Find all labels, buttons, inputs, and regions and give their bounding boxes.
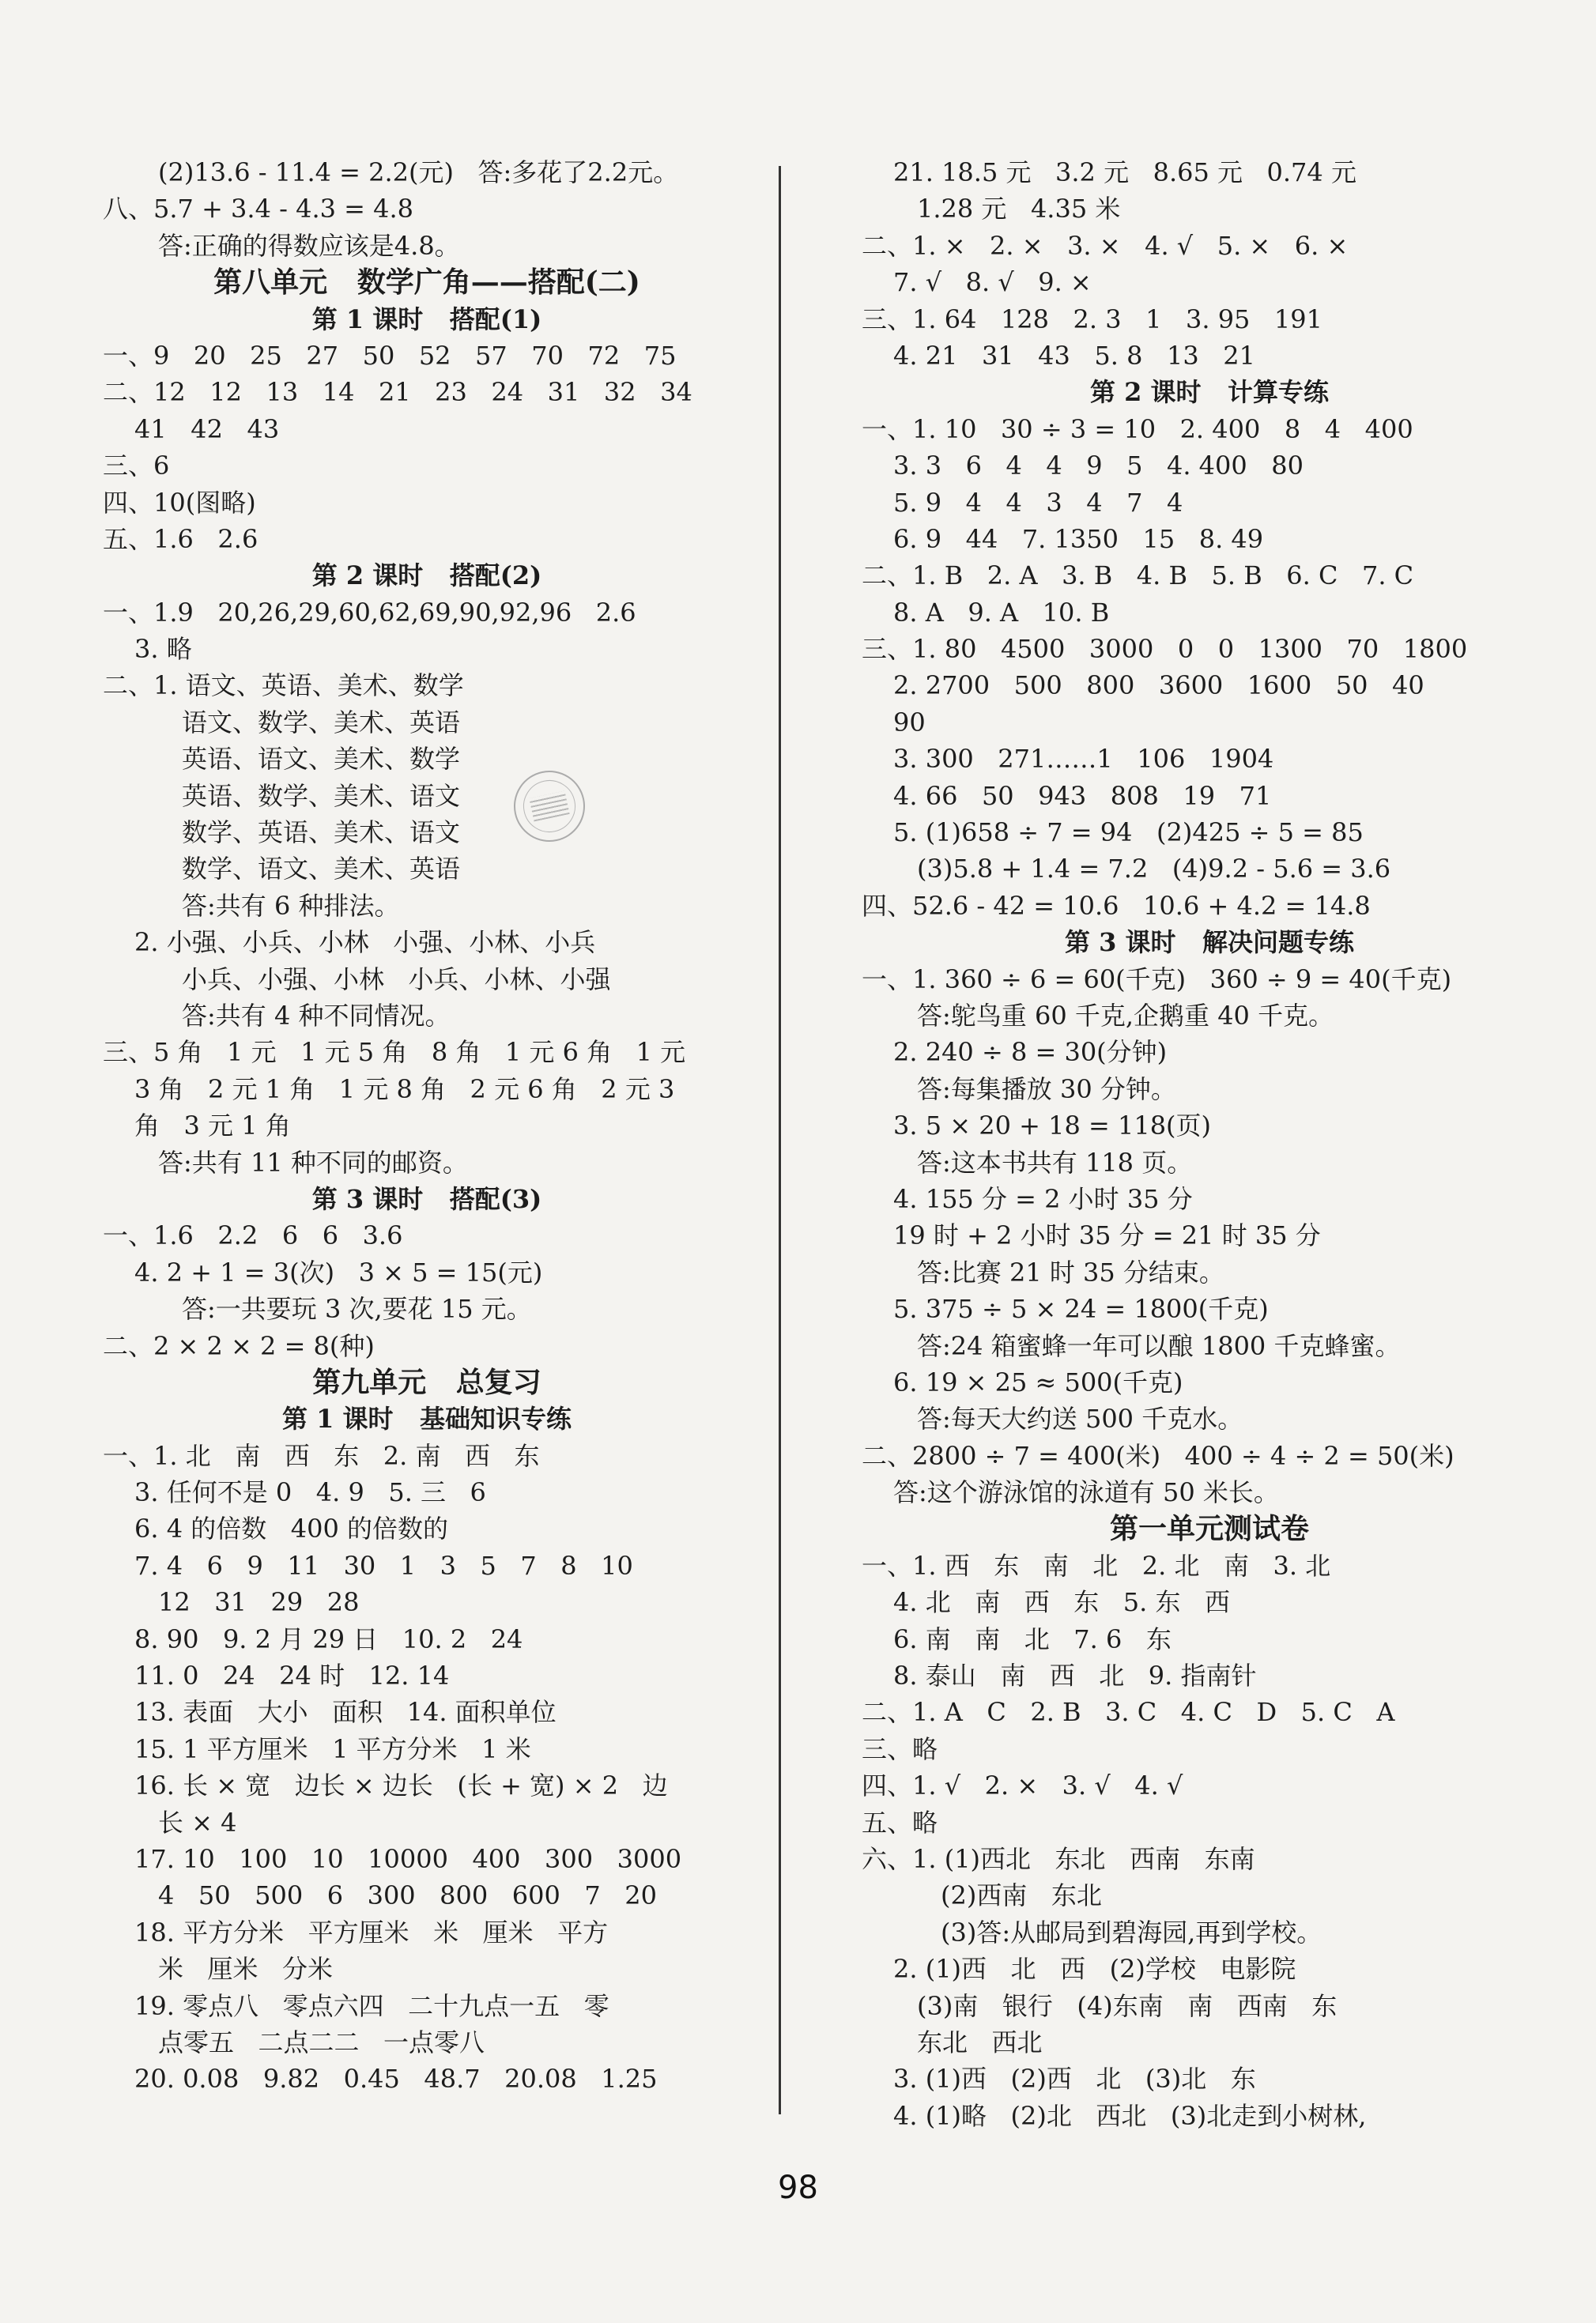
answer-line: 一、1. 360 ÷ 6 = 60(千克) 360 ÷ 9 = 40(千克) [862, 964, 1452, 994]
answer-line: 7. √ 8. √ 9. × [893, 267, 1092, 298]
left-column [103, 154, 751, 2098]
section-heading: 第一单元测试卷 [1109, 1512, 1309, 1546]
answer-line: 3. 任何不是 0 4. 9 5. 三 6 [134, 1477, 486, 1508]
answer-line: 1.28 元 4.35 米 [917, 194, 1121, 224]
answer-line: 答:正确的得数应该是4.8。 [158, 230, 460, 261]
section-heading: 第八单元 数学广角——搭配(二) [213, 266, 640, 300]
answer-line: 答:共有 11 种不同的邮资。 [158, 1147, 468, 1178]
answer-line: 二、2 × 2 × 2 = 8(种) [103, 1330, 375, 1361]
answer-line: 7. 4 6 9 11 30 1 3 5 7 8 10 [134, 1550, 633, 1581]
answer-line: 21. 18.5 元 3.2 元 8.65 元 0.74 元 [893, 157, 1356, 187]
answer-line: 三、6 [103, 451, 170, 481]
answer-line: 答:这个游泳馆的泳道有 50 米长。 [893, 1477, 1279, 1508]
answer-line: 二、1. B 2. A 3. B 4. B 5. B 6. C 7. C [862, 560, 1414, 591]
answer-line: 点零五 二点二二 一点零八 [158, 2027, 485, 2057]
answer-line: 长 × 4 [158, 1807, 237, 1838]
answer-line: 二、1. 语文、英语、美术、数学 [103, 670, 464, 701]
answer-line: 三、1. 80 4500 3000 0 0 1300 70 1800 [862, 634, 1468, 665]
answer-line: 19 时 + 2 小时 35 分 = 21 时 35 分 [893, 1220, 1321, 1251]
answer-line: 语文、数学、美术、英语 [182, 707, 461, 737]
answer-line: 四、10(图略) [103, 487, 256, 518]
section-heading: 第 2 课时 计算专练 [1090, 377, 1329, 408]
answer-line: 4. 北 南 西 东 5. 东 西 [893, 1587, 1230, 1618]
answer-line: 英语、数学、美术、语文 [182, 780, 461, 811]
answer-line: 东北 西北 [917, 2027, 1043, 2057]
answer-line: 一、1. 北 南 西 东 2. 南 西 东 [103, 1440, 540, 1471]
answer-line: 3. 3 6 4 4 9 5 4. 400 80 [893, 451, 1304, 481]
answer-line: (3)答:从邮局到碧海园,再到学校。 [941, 1917, 1322, 1948]
answer-line: 90 [893, 707, 926, 737]
answer-line: 答:24 箱蜜蜂一年可以酿 1800 千克蜂蜜。 [917, 1330, 1401, 1361]
right-column [862, 154, 1557, 2134]
section-heading: 第 1 课时 搭配(1) [311, 304, 542, 334]
answer-line: 一、1. 10 30 ÷ 3 = 10 2. 400 8 4 400 [862, 413, 1413, 444]
answer-line: 答:一共要玩 3 次,要花 15 元。 [182, 1294, 532, 1325]
answer-line: 二、1. × 2. × 3. × 4. √ 5. × 6. × [862, 230, 1349, 261]
answer-line: 4. 155 分 = 2 小时 35 分 [893, 1183, 1193, 1214]
answer-line: 17. 10 100 10 10000 400 300 3000 [134, 1843, 682, 1874]
answer-line: 12 31 29 28 [158, 1587, 360, 1618]
answer-line: 八、5.7 + 3.4 - 4.3 = 4.8 [103, 194, 414, 224]
answer-line: 5. 9 4 4 3 4 7 4 [893, 487, 1183, 518]
answer-line: 六、1. (1)西北 东北 西南 东南 [862, 1843, 1255, 1874]
section-heading: 第 3 课时 搭配(3) [311, 1183, 542, 1214]
answer-line: 米 厘米 分米 [158, 1954, 334, 1985]
answer-line: 5. (1)658 ÷ 7 = 94 (2)425 ÷ 5 = 85 [893, 817, 1364, 848]
answer-line: 41 42 43 [134, 413, 280, 444]
page-number: 98 [778, 2170, 818, 2206]
answer-line: 二、1. A C 2. B 3. C 4. C D 5. C A [862, 1697, 1395, 1728]
answer-line: 答:每天大约送 500 千克水。 [917, 1404, 1243, 1435]
answer-line: 一、1. 西 东 南 北 2. 北 南 3. 北 [862, 1550, 1331, 1581]
answer-line: (2)西南 东北 [941, 1880, 1102, 1911]
answer-line: 5. 375 ÷ 5 × 24 = 1800(千克) [893, 1294, 1269, 1325]
answer-line: 3. (1)西 (2)西 北 (3)北 东 [893, 2064, 1256, 2095]
answer-line: 三、1. 64 128 2. 3 1 3. 95 191 [862, 304, 1323, 334]
answer-line: 四、1. √ 2. × 3. √ 4. √ [862, 1771, 1183, 1801]
answer-line: 英语、语文、美术、数学 [182, 744, 461, 775]
answer-line: 五、略 [862, 1807, 938, 1838]
answer-line: 数学、英语、美术、语文 [182, 817, 461, 848]
answer-line: 11. 0 24 24 时 12. 14 [134, 1661, 450, 1691]
answer-line: 答:这本书共有 118 页。 [917, 1147, 1193, 1178]
answer-line: 数学、语文、美术、英语 [182, 854, 461, 884]
section-heading: 第 3 课时 解决问题专练 [1065, 927, 1354, 958]
answer-line: 答:每集播放 30 分钟。 [917, 1073, 1176, 1104]
answer-line: 3. 300 271……1 106 1904 [893, 744, 1274, 775]
answer-line: 18. 平方分米 平方厘米 米 厘米 平方 [134, 1917, 609, 1948]
section-heading: 第九单元 总复习 [312, 1365, 541, 1399]
answer-line: 16. 长 × 宽 边长 × 边长 (长 + 宽) × 2 边 [134, 1771, 668, 1801]
answer-line: 答:共有 4 种不同情况。 [182, 1000, 451, 1031]
answer-line: 4. 2 + 1 = 3(次) 3 × 5 = 15(元) [134, 1257, 543, 1288]
answer-line: 8. 泰山 南 西 北 9. 指南针 [893, 1661, 1257, 1691]
answer-line: 3. 5 × 20 + 18 = 118(页) [893, 1111, 1212, 1141]
answer-line: 二、12 12 13 14 21 23 24 31 32 34 [103, 377, 692, 408]
answer-line: 8. A 9. A 10. B [893, 597, 1110, 628]
answer-line: 五、1.6 2.6 [103, 523, 258, 554]
answer-line: 小兵、小强、小林 小兵、小林、小强 [182, 964, 611, 994]
answer-line: 6. 9 44 7. 1350 15 8. 49 [893, 523, 1264, 554]
answer-line: 四、52.6 - 42 = 10.6 10.6 + 4.2 = 14.8 [862, 890, 1371, 921]
answer-line: 19. 零点八 零点六四 二十九点一五 零 [134, 1990, 609, 2021]
answer-line: (3)5.8 + 1.4 = 7.2 (4)9.2 - 5.6 = 3.6 [917, 854, 1391, 884]
answer-line: 一、1.9 20,26,29,60,62,69,90,92,96 2.6 [103, 597, 636, 628]
answer-line: 6. 19 × 25 ≈ 500(千克) [893, 1367, 1183, 1397]
answer-line: 3. 略 [134, 634, 192, 665]
answer-line: 角 3 元 1 角 [134, 1111, 291, 1141]
answer-line: 15. 1 平方厘米 1 平方分米 1 米 [134, 1733, 531, 1764]
answer-line: 4. 66 50 943 808 19 71 [893, 780, 1272, 811]
answer-line: 三、略 [862, 1733, 938, 1764]
answer-line: 3 角 2 元 1 角 1 元 8 角 2 元 6 角 2 元 3 [134, 1073, 675, 1104]
answer-line: (3)南 银行 (4)东南 南 西南 东 [917, 1990, 1338, 2021]
answer-line: (2)13.6 - 11.4 = 2.2(元) 答:多花了2.2元。 [158, 157, 679, 187]
answer-line: 2. (1)西 北 西 (2)学校 电影院 [893, 1954, 1296, 1985]
answer-line: 一、1.6 2.2 6 6 3.6 [103, 1220, 403, 1251]
answer-line: 一、9 20 25 27 50 52 57 70 72 75 [103, 340, 677, 371]
answer-line: 答:比赛 21 时 35 分结束。 [917, 1257, 1224, 1288]
answer-line: 三、5 角 1 元 1 元 5 角 8 角 1 元 6 角 1 元 [103, 1037, 686, 1068]
answer-line: 4. 21 31 43 5. 8 13 21 [893, 340, 1255, 371]
answer-line: 2. 2700 500 800 3600 1600 50 40 [893, 670, 1424, 701]
answer-line: 答:鸵鸟重 60 千克,企鹅重 40 千克。 [917, 1000, 1334, 1031]
answer-line: 答:共有 6 种排法。 [182, 890, 400, 921]
section-heading: 第 2 课时 搭配(2) [311, 560, 542, 591]
answer-line: 4 50 500 6 300 800 600 7 20 [158, 1880, 657, 1911]
answer-line: 2. 240 ÷ 8 = 30(分钟) [893, 1037, 1168, 1068]
answer-line: 6. 4 的倍数 400 的倍数的 [134, 1514, 449, 1544]
answer-line: 2. 小强、小兵、小林 小强、小林、小兵 [134, 927, 596, 958]
answer-line: 13. 表面 大小 面积 14. 面积单位 [134, 1697, 557, 1728]
answer-line: 8. 90 9. 2 月 29 日 10. 2 24 [134, 1623, 523, 1654]
answer-line: 20. 0.08 9.82 0.45 48.7 20.08 1.25 [134, 2064, 658, 2095]
answer-line: 4. (1)略 (2)北 西北 (3)北走到小树林, [893, 2100, 1367, 2131]
column-divider [779, 166, 781, 2114]
answer-line: 6. 南 南 北 7. 6 东 [893, 1623, 1172, 1654]
section-heading: 第 1 课时 基础知识专练 [282, 1404, 572, 1435]
answer-line: 二、2800 ÷ 7 = 400(米) 400 ÷ 4 ÷ 2 = 50(米) [862, 1440, 1455, 1471]
